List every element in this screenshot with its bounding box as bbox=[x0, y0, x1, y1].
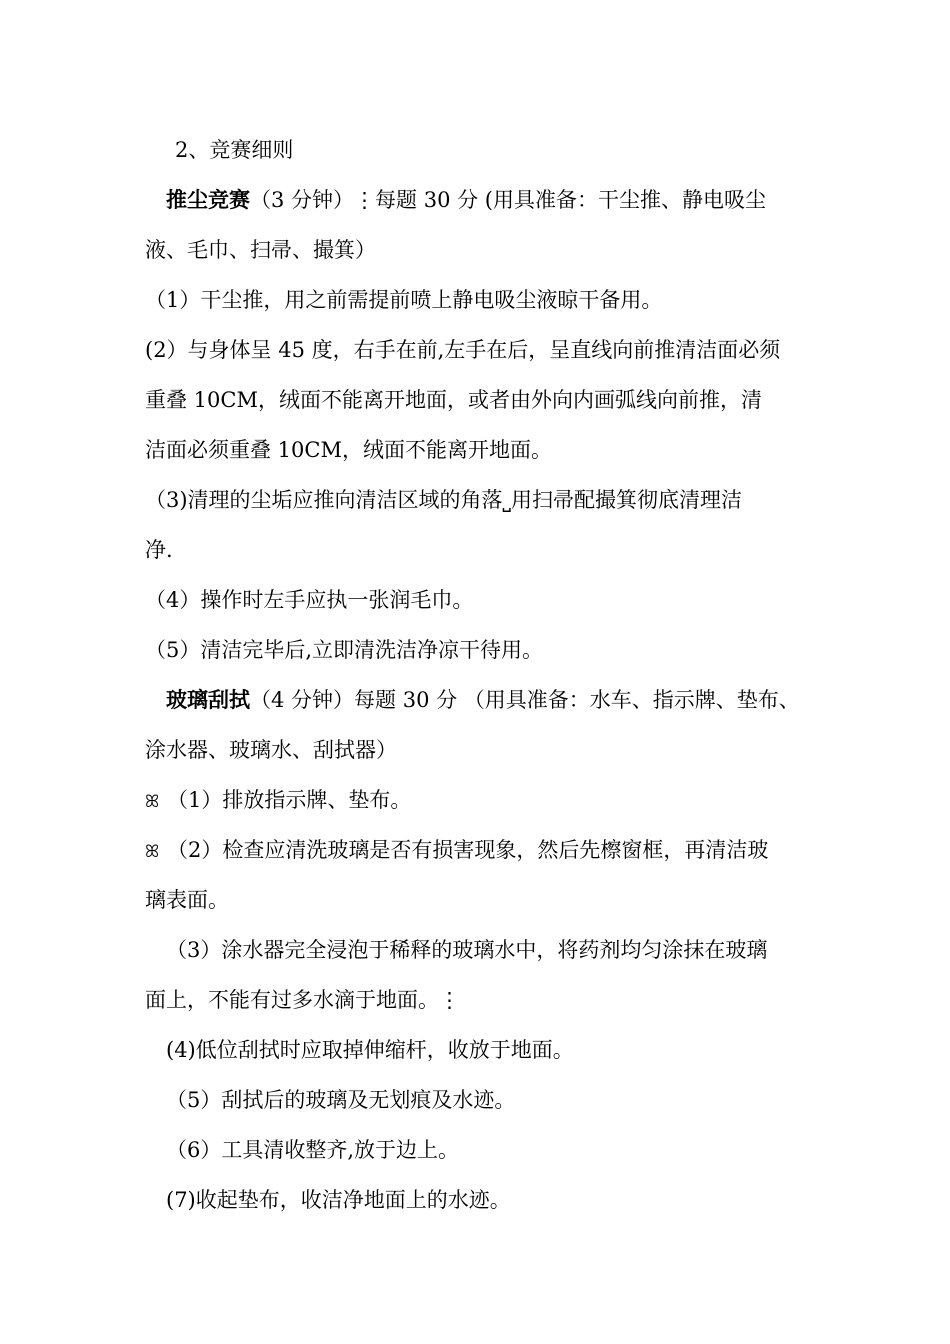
glass-item-2-line-2: 璃表面。 bbox=[145, 888, 229, 912]
glass-item-1-text: （1）排放指示牌、垫布。 bbox=[167, 788, 412, 812]
glass-heading: 玻璃刮拭 bbox=[166, 687, 250, 712]
glass-item-4: (4)低位刮拭时应取掉伸缩杆，收放于地面。 bbox=[166, 1038, 574, 1062]
dust-item-3-line-1: （3)清理的尘垢应推向清洁区域的角落⎵用扫帚配撮箕彻底清理洁 bbox=[145, 488, 742, 512]
glass-item-1 bbox=[145, 786, 411, 814]
dust-item-2-line-2: 重叠 10CM，绒面不能离开地面，或者由外向内画弧线向前推，清 bbox=[145, 388, 762, 412]
glass-intro-cont: 涂水器、玻璃水、刮拭器） bbox=[145, 738, 397, 762]
dust-intro-line bbox=[166, 186, 766, 214]
dust-intro-cont: 液、毛巾、扫帚、撮箕） bbox=[145, 238, 376, 262]
bullet-ornament-icon: ꕤ bbox=[145, 842, 160, 862]
dust-item-1: （1）干尘推，用之前需提前喷上静电吸尘液晾干备用。 bbox=[145, 288, 663, 312]
section-title: 2、竞赛细则 bbox=[175, 138, 294, 162]
bullet-ornament-icon: ꕤ bbox=[145, 792, 160, 812]
glass-item-3-line-2: 面上，不能有过多水滴于地面。⋮ bbox=[145, 988, 460, 1012]
dust-item-3-line-2: 净. bbox=[145, 538, 173, 562]
glass-item-5: （5）刮拭后的玻璃及无划痕及水迹。 bbox=[166, 1088, 516, 1112]
dust-intro: （3 分钟）⋮每题 30 分 (用具准备：干尘推、静电吸尘 bbox=[250, 188, 766, 212]
dust-item-2-line-1: (2）与身体呈 45 度，右手在前,左手在后，呈直线向前推清洁面必须 bbox=[145, 338, 781, 362]
glass-item-2-text: （2）检查应清洗玻璃是否有损害现象，然后先檫窗框，再清洁玻 bbox=[167, 838, 769, 862]
glass-item-3-line-1: （3）涂水器完全浸泡于稀释的玻璃水中，将药剂均匀涂抹在玻璃 bbox=[166, 938, 768, 962]
dust-item-2-line-3: 洁面必须重叠 10CM，绒面不能离开地面。 bbox=[145, 438, 552, 462]
glass-item-7: (7)收起垫布，收洁净地面上的水迹。 bbox=[166, 1188, 511, 1212]
dust-item-4: （4）操作时左手应执一张润毛巾。 bbox=[145, 588, 474, 612]
dust-heading: 推尘竞赛 bbox=[166, 187, 250, 212]
glass-item-2-line-1 bbox=[145, 836, 768, 864]
glass-item-6: （6）工具清收整齐,放于边上。 bbox=[166, 1138, 460, 1162]
glass-intro: （4 分钟）每题 30 分 （用具准备：水车、指示牌、垫布、 bbox=[250, 688, 800, 712]
glass-intro-line bbox=[166, 686, 800, 714]
dust-item-5: （5）清洁完毕后,立即清洗洁净凉干待用。 bbox=[145, 638, 544, 662]
